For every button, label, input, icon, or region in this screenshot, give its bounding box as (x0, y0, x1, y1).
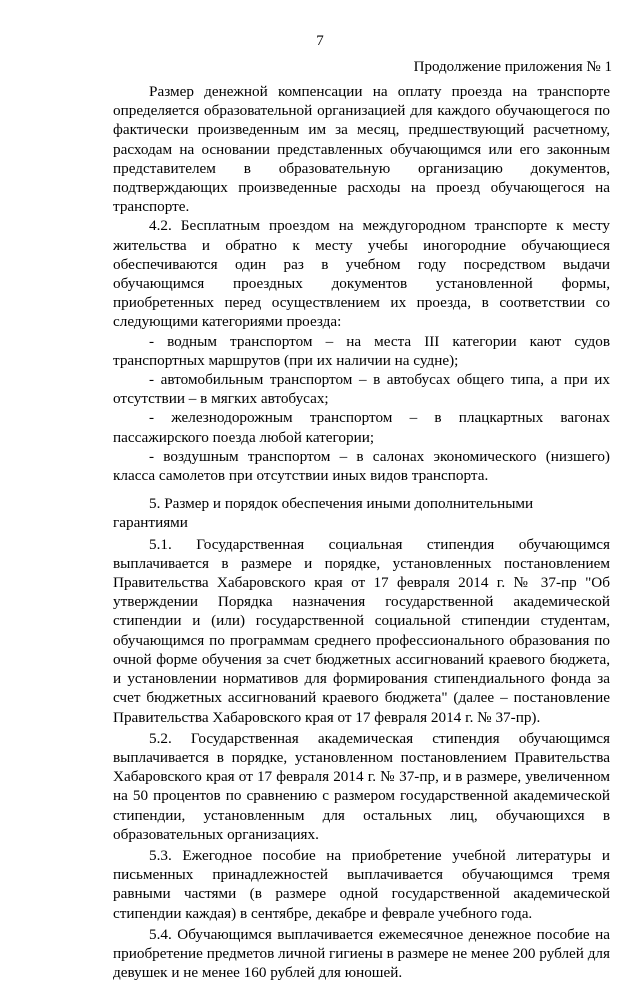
paragraph-5-2: 5.2. Государственная академическая стипендия обучающимся выплачивается в порядке, установленном постановлением Правительства Хабаровского края от 17 февраля 2014 г. № 37-пр, и в размере, увеличенном на 50 процентов по сравнению с размером государственной академической стипендии, установленным для остальных лиц, обучающихся в образовательных организациях. (113, 729, 610, 843)
list-item-rail-transport: - железнодорожным транспортом – в плацкартных вагонах пассажирского поезда любой категории; (113, 409, 610, 446)
list-item-water-transport: - водным транспортом – на места III категории кают судов транспортных маршрутов (при их наличии на судне); (113, 332, 610, 369)
paragraph-5-3: 5.3. Ежегодное пособие на приобретение учебной литературы и письменных принадлежностей выплачивается обучающимся тремя равными частями (в размере одной государственной академической стипендии каждая) в сентябре, декабре и феврале учебного года. (113, 846, 610, 922)
section-heading: 5. Размер и порядок обеспечения иными дополнительными гарантиями (113, 495, 534, 532)
running-head: Продолжение приложения № 1 (413, 59, 612, 75)
list-item-road-transport: - автомобильным транспортом – в автобусах общего типа, а при их отсутствии – в мягких автобусах; (113, 371, 610, 408)
paragraph-4-2: 4.2. Бесплатным проездом на междугородном транспорте к месту жительства и обратно к месту учебы иногородние обучающиеся обеспечиваются один раз в учебном году посредством выдачи обучающимся проездных документов установленной формы, приобретенных перед осуществлением их проезда, в соответствии со следующими категориями проезда: (113, 217, 610, 331)
paragraph-5-4: 5.4. Обучающимся выплачивается ежемесячное денежное пособие на приобретение предметов личной гигиены в размере не менее 200 рублей для девушек и не менее 160 рублей для юношей. (113, 925, 610, 982)
document-body (113, 82, 610, 982)
list-item-air-transport: - воздушным транспортом – в салонах экономического (низшего) класса самолетов при отсутствии иных видов транспорта. (113, 447, 610, 485)
page-number: 7 (316, 33, 324, 49)
paragraph-5-1: 5.1. Государственная социальная стипендия обучающимся выплачивается в размере и порядке, установленных постановлением Правительства Хабаровского края от 17 февраля 2014 г. № 37-пр "Об утверждении Порядка назначения государственной академической стипендии и (или) государственной социальной стипендии студентам, обучающимся по программам среднего профессионального образования по очной форме обучения за счет бюджетных ассигнований краевого бюджета, и установлении нормативов для формирования стипендиального фонда за счет бюджетных ассигнований краевого бюджета" (далее – постановление Правительства Хабаровского края от 17 февраля 2014 г. № 37-пр). (113, 535, 610, 726)
paragraph-compensation: Размер денежной компенсации на оплату проезда на транспорте определяется образовательной организацией для каждого обучающегося по фактически произведенным им за месяц, предшествующий расчетному, расходам на основании представленных обучающимся или его законным представителем в образовательную организацию документов, подтверждающих произведенные расходы на проезд обучающегося на транспорте. (113, 83, 610, 216)
